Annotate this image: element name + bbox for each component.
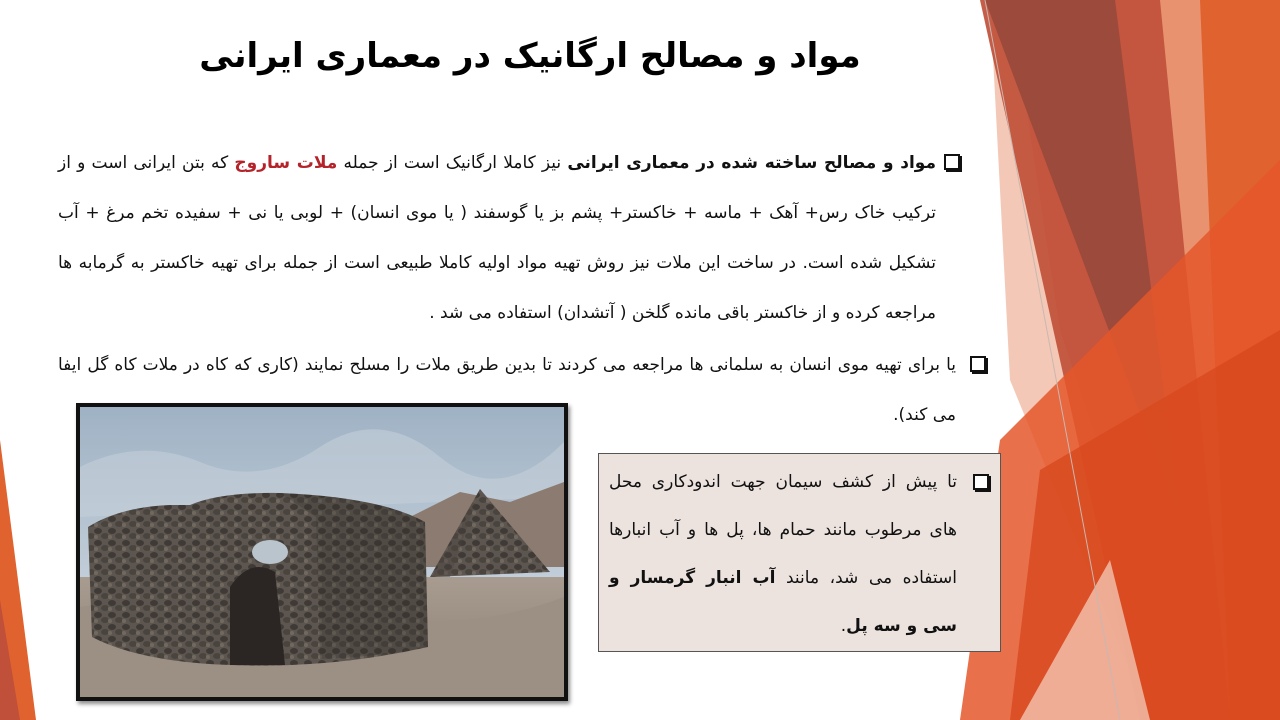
paragraph-text: نیز کاملا ارگانیک است از جمله [337, 153, 568, 173]
slide-title: مواد و مصالح ارگانیک در معماری ایرانی [199, 36, 861, 76]
paragraph-human-hair: یا برای تهیه موی انسان به سلمانی ها مراجعه می کردند تا بدین طریق ملات را مسلح نمایند (کاری که کاه در ملات کاه گل ایفا می کند). [58, 355, 956, 425]
note-box [598, 453, 1001, 652]
reservoir-photo [76, 403, 568, 701]
paragraph-bold-lead: مواد و مصالح ساخته شده در معماری ایرانی [567, 153, 936, 173]
note-end: . [840, 616, 847, 636]
bullet-checkbox-icon [973, 474, 989, 490]
bullet-checkbox-icon [944, 154, 960, 170]
paragraph-text: که بتن ایرانی است و از ترکیب خاک رس+ آهک + ماسه + خاکستر+ پشم بز یا گوسفند ( یا موی انسان) + لوبی یا نی + سفیده تخم مرغ + آب تشکیل شده است. در ساخت این ملات نیز روش تهیه مواد اولیه کاملا طبیعی است از جمله برای تهیه خاکستر به گرمابه ها مراجعه کرده و از خاکستر باقی مانده گلخن ( آتشدان) استفاده می شد . [58, 153, 936, 323]
note-text-body: تا پیش از کشف سیمان جهت اندودکاری محل های مرطوب مانند حمام ها، پل ها و آب انبارها استفاده می شد، مانند [609, 472, 958, 588]
note-bold-examples: آب انبار گرمسار و سی و سه پل [609, 568, 957, 636]
note-text [609, 458, 957, 650]
paragraph-sarooj-mortar [58, 138, 936, 338]
bullet-checkbox-icon [970, 356, 986, 372]
photo-illustration [80, 407, 564, 697]
highlight-term: ملات ساروج [234, 153, 338, 173]
